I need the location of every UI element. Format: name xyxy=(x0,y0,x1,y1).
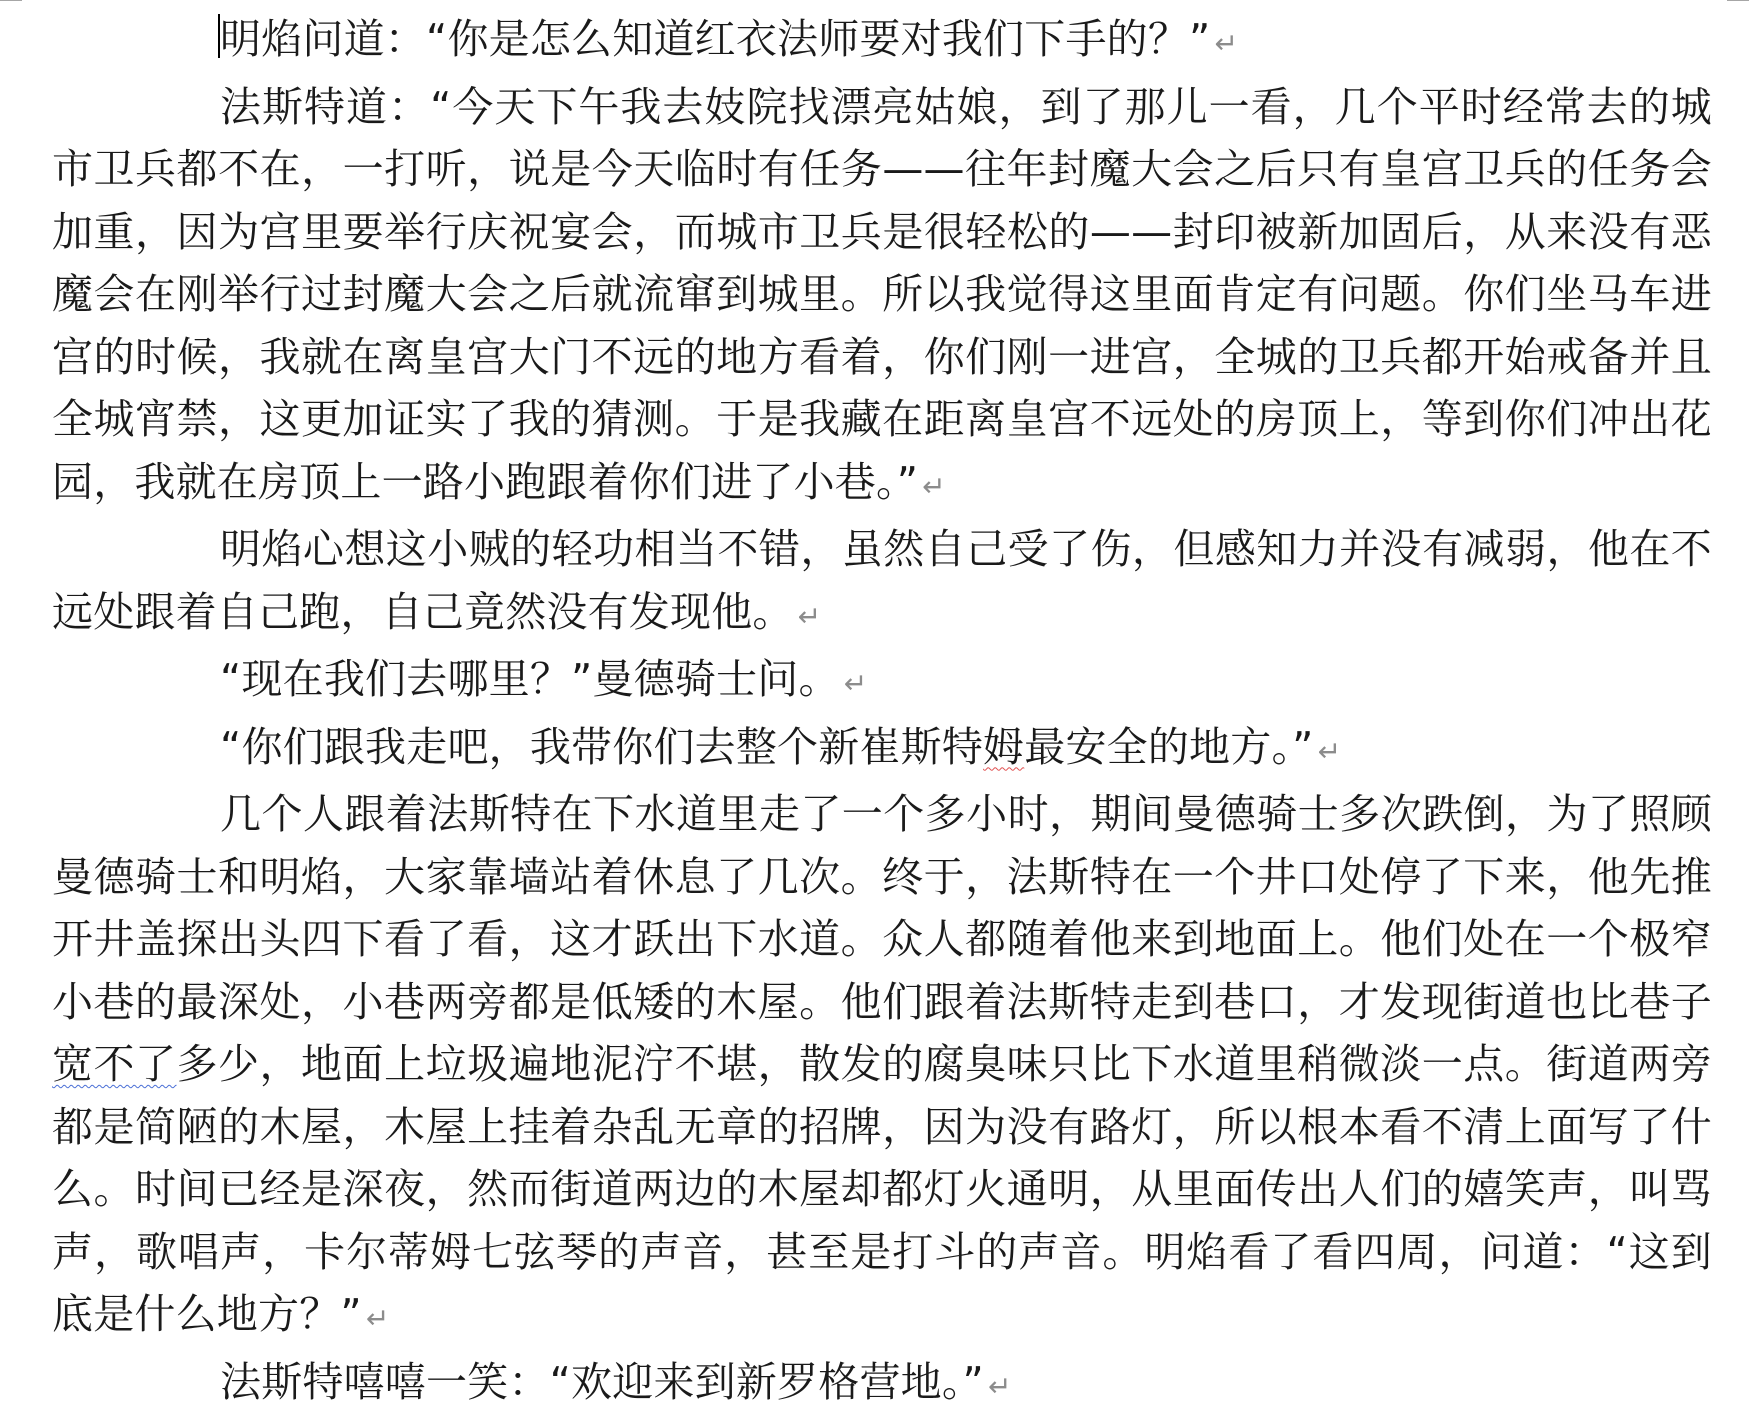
paragraph-mark-icon: ↵ xyxy=(798,600,822,633)
paragraph-mark-icon: ↵ xyxy=(366,1302,390,1335)
paragraph-mark-icon: ↵ xyxy=(844,667,868,700)
paragraph-text: 法斯特道：“今天下午我去妓院找漂亮姑娘，到了那儿一看，几个平时经常去的城市卫兵都不在，一打听，说是今天临时有任务——往年封魔大会之后只有皇宫卫兵的任务会加重，因为宫里要举行庆祝宴会，而城市卫兵是很轻松的——封印被新加固后，从来没有恶魔会在刚举行过封魔大会之后就流窜到城里。所以我觉得这里面肯定有问题。你们坐马车进宫的时候，我就在离皇宫大门不远的地方看着，你们刚一进宫，全城的卫兵都开始戒备并且全城宵禁，这更加证实了我的猜测。于是我藏在距离皇宫不远处的房顶上，等到你们冲出花园，我就在房顶上一路小跑跟着你们进了小巷。” xyxy=(52,83,1712,506)
paragraph-text: 最安全的地方。” xyxy=(1024,723,1313,771)
paragraph-text: 明焰心想这小贼的轻功相当不错，虽然自己受了伤，但感知力并没有减弱，他在不远处跟着自己跑，自己竟然没有发现他。 xyxy=(52,525,1712,636)
paragraph-text: “你们跟我走吧，我带你们去整个新崔斯特 xyxy=(220,723,983,771)
paragraph-text: “现在我们去哪里？”曼德骑士问。 xyxy=(220,655,840,703)
paragraph[interactable] xyxy=(52,716,1712,784)
paragraph-text: 几个人跟着法斯特在下水道里走了一个多小时，期间曼德骑士多次跌倒，为了照顾曼德骑士和明焰，大家靠墙站着休息了几次。终于，法斯特在一个井口处停了下来，他先推开井盖探出头四下看了看，这才跃出下水道。众人都随着他来到地面上。他们处在一个极窄小巷的最深处，小巷两旁都是低矮的木屋。他们跟着法斯特走到巷口，才发现街道也比巷子 xyxy=(52,790,1712,1026)
grammar-flag-phrase[interactable]: 宽不了 xyxy=(52,1040,177,1088)
paragraph[interactable] xyxy=(52,783,1712,1351)
paragraph-text: 明焰问道：“你是怎么知道红衣法师要对我们下手的？” xyxy=(220,15,1210,63)
paragraph[interactable] xyxy=(52,648,1712,716)
paragraph-mark-icon: ↵ xyxy=(1318,735,1342,768)
paragraph[interactable] xyxy=(52,76,1712,519)
paragraph[interactable] xyxy=(52,518,1712,648)
paragraph-text: 多少，地面上垃圾遍地泥泞不堪，散发的腐臭味只比下水道里稍微淡一点。街道两旁都是简陋的木屋，木屋上挂着杂乱无章的招牌，因为没有路灯，所以根本看不清上面写了什么。时间已经是深夜，然而街道两边的木屋却都灯火通明，从里面传出人们的嬉笑声，叫骂声，歌唱声，卡尔蒂姆七弦琴的声音，甚至是打斗的声音。明焰看了看四周，问道：“这到底是什么地方？” xyxy=(52,1040,1712,1338)
spelling-error-word[interactable]: 姆 xyxy=(983,723,1024,771)
crop-mark-top-left xyxy=(0,0,22,1)
crop-mark-top-right xyxy=(1727,0,1749,1)
document-body[interactable] xyxy=(52,8,1712,1418)
paragraph-mark-icon: ↵ xyxy=(988,1370,1012,1403)
paragraph[interactable] xyxy=(52,1351,1712,1418)
paragraph-mark-icon: ↵ xyxy=(1214,27,1238,60)
paragraph-text: 法斯特嘻嘻一笑：“欢迎来到新罗格营地。” xyxy=(220,1358,984,1406)
paragraph[interactable] xyxy=(52,8,1712,76)
paragraph-mark-icon: ↵ xyxy=(922,470,946,503)
